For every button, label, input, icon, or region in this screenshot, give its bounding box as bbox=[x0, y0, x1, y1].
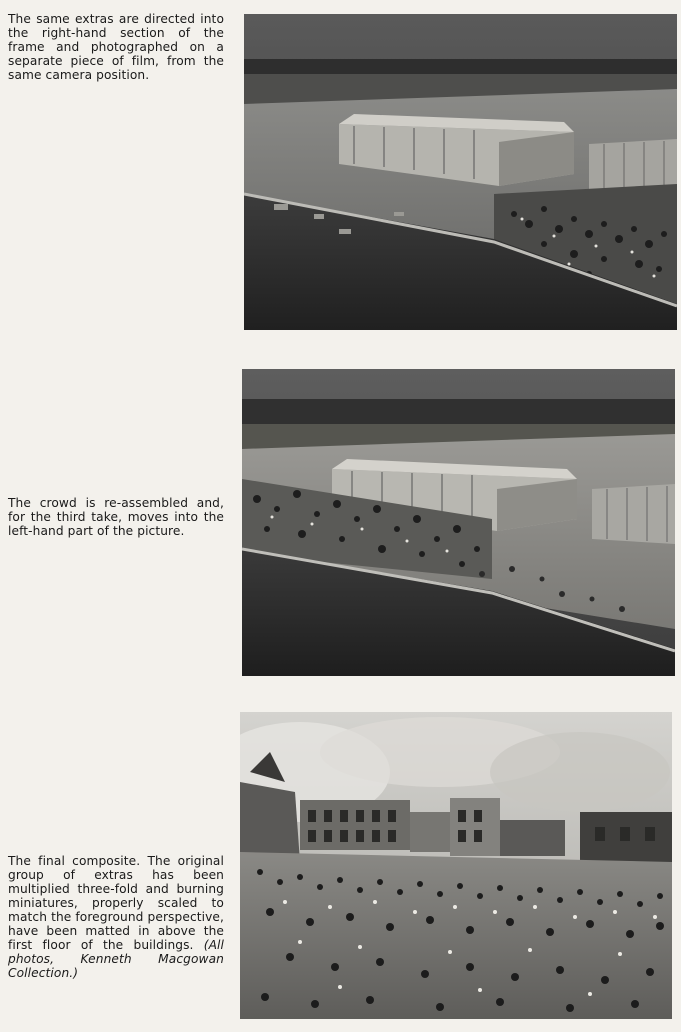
caption-photo-credit: (All photos, Kenneth Macgowan Collection.) bbox=[8, 938, 224, 980]
caption-first-take bbox=[8, 12, 224, 82]
photo-extras-right-hand bbox=[244, 14, 677, 330]
photo-final-composite-image bbox=[240, 712, 672, 1019]
caption-third-take-text: The crowd is re-assembled and, for the third take, moves into the left-hand part of the picture. bbox=[8, 496, 224, 538]
caption-third-take bbox=[8, 496, 224, 538]
caption-first-take-text: The same extras are directed into the right-hand section of the frame and photographed on a separate piece of film, from the same camera position. bbox=[8, 12, 224, 82]
caption-final-composite bbox=[8, 854, 224, 980]
photo-final-composite bbox=[240, 712, 672, 1019]
photo-crowd-left-hand bbox=[242, 369, 675, 676]
photo-crowd-left-hand-image bbox=[242, 369, 675, 676]
caption-final-composite-text: The final composite. The original group of extras has been multiplied three-fold and burning miniatures, properly scaled to match the foreground perspective, have been matted in above the first floor of the buildings. bbox=[8, 854, 224, 952]
photo-extras-right-hand-image bbox=[244, 14, 677, 330]
